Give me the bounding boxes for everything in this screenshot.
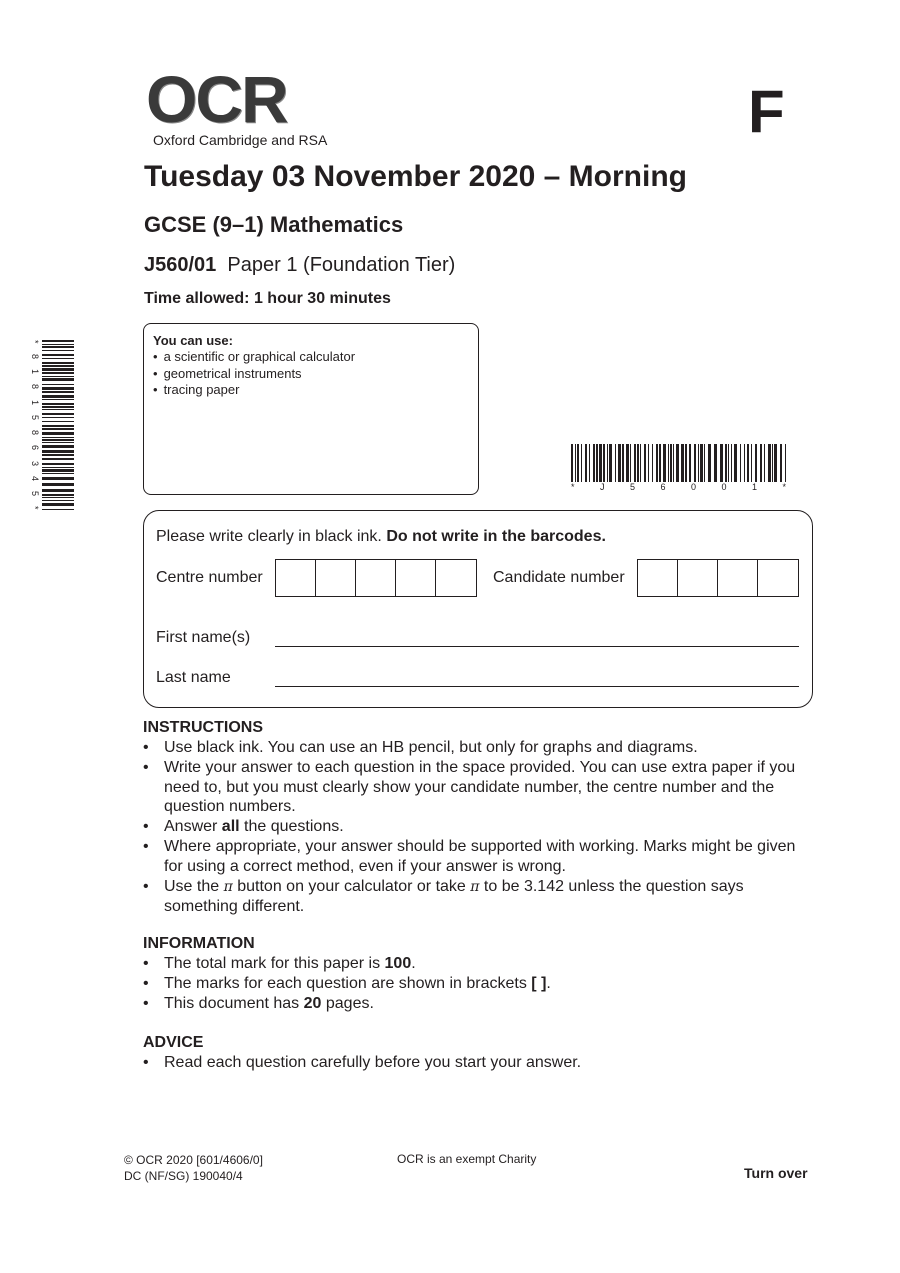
instruction-item: • Where appropriate, your answer should be supported with working. Marks might be given for using a correct method, even if your answer is wrong. [143, 837, 814, 877]
equipment-list [153, 349, 469, 399]
last-name-label: Last name [156, 669, 231, 686]
barcode-bar [615, 444, 616, 482]
instruction-item: • Use black ink. You can use an HB pencil, but only for graphs and diagrams. [143, 738, 823, 758]
barcode-bar [764, 444, 765, 482]
barcode-char: 6 [30, 445, 40, 451]
information-text: The total mark for this paper is [164, 955, 385, 972]
information-item [143, 974, 823, 994]
barcode-bar [698, 444, 699, 482]
candidate-number-cell[interactable] [638, 560, 678, 596]
pi-symbol: π [223, 878, 233, 895]
barcode-bar [42, 450, 74, 453]
barcode-bar [42, 497, 74, 498]
barcode-bar [734, 444, 737, 482]
information-text: . [411, 955, 416, 972]
instruction-text: to be 3.142 unless the question says something different. [164, 877, 744, 916]
barcode-bar [42, 346, 74, 348]
barcode-bar [673, 444, 674, 482]
instruction-item [143, 817, 823, 837]
barcode-char: 8 [30, 430, 40, 436]
barcode-bar [785, 444, 786, 482]
barcode-bar [704, 444, 705, 482]
barcode-char: 8 [30, 384, 40, 390]
barcode-char: * [30, 506, 40, 510]
barcode-bar [652, 444, 653, 482]
first-name-label: First name(s) [156, 629, 251, 646]
side-barcode-text [26, 340, 40, 510]
barcode-bar [618, 444, 621, 482]
barcode-char: 5 [30, 414, 40, 420]
barcode-bar [42, 344, 74, 345]
paper-code: J560/01 [144, 254, 217, 276]
barcode-char: 5 [629, 482, 635, 492]
instructions-section [143, 718, 823, 917]
barcode-char: 3 [30, 460, 40, 466]
paper-line [144, 254, 455, 277]
barcode-bar [42, 340, 74, 342]
barcode-char: 8 [30, 353, 40, 359]
advice-heading: ADVICE [143, 1034, 204, 1051]
barcode-char: 0 [721, 482, 727, 492]
barcode-bar [589, 444, 590, 482]
barcode-warning: Do not write in the barcodes. [386, 528, 606, 545]
barcode-bar [640, 444, 641, 482]
barcode-bar [42, 500, 74, 501]
copyright-text: © OCR 2020 [601/4606/0] [124, 1153, 263, 1167]
barcode-bar [42, 406, 74, 408]
barcode-bar [575, 444, 576, 482]
barcode-bar [685, 444, 687, 482]
barcode-bar [42, 469, 74, 472]
barcode-bar [596, 444, 598, 482]
barcode-bar [747, 444, 749, 482]
centre-number-cell[interactable] [316, 560, 356, 596]
barcode-bar [663, 444, 666, 482]
footer-left [124, 1152, 263, 1184]
exam-subject: GCSE (9–1) Mathematics [144, 212, 404, 237]
barcode-bar [42, 362, 74, 364]
candidate-number-boxes[interactable] [637, 559, 799, 597]
instruction-item: • Write your answer to each question in the space provided. You can use extra paper if you need to, but you must clearly show your candidate number, the centre number and the question numbers. [143, 758, 814, 817]
barcode-bar [42, 494, 74, 496]
instruction-text: button on your calculator or take [232, 877, 471, 895]
barcode-bar [42, 409, 74, 410]
centre-number-boxes[interactable] [275, 559, 477, 597]
equipment-item: • geometrical instruments [153, 366, 469, 383]
barcode-bar [607, 444, 608, 482]
barcode-bar [571, 444, 573, 482]
barcode-bar [42, 378, 74, 381]
barcode-bar [768, 444, 771, 482]
barcode-char: * [30, 340, 40, 344]
barcode-char: 0 [690, 482, 696, 492]
barcode-bar [42, 425, 74, 427]
barcode-bar [42, 428, 74, 430]
brackets-symbol: [ ] [531, 974, 547, 992]
barcode-bar [42, 439, 74, 441]
barcode-char: 1 [30, 369, 40, 375]
equipment-item: • a scientific or graphical calculator [153, 349, 469, 366]
side-barcode [42, 340, 74, 510]
instruction-emphasis: all [221, 818, 240, 836]
barcode-bar [780, 444, 782, 482]
barcode-bar [42, 483, 74, 486]
candidate-number-cell[interactable] [678, 560, 718, 596]
barcode-bar [708, 444, 711, 482]
information-text: The marks for each question are shown in brackets [164, 974, 532, 992]
barcode-bar [644, 444, 646, 482]
barcode-bar [581, 444, 582, 482]
barcode-char: 5 [30, 491, 40, 497]
total-marks: 100 [384, 955, 412, 972]
barcode-bar [42, 384, 74, 385]
barcode-bar [42, 473, 74, 474]
barcode-bar [700, 444, 703, 482]
barcode-bar [42, 413, 74, 415]
last-name-line[interactable] [275, 686, 799, 687]
barcode-bar [42, 432, 74, 435]
barcode-bar [42, 391, 74, 393]
turn-over: Turn over [744, 1165, 808, 1181]
barcode-bar [42, 350, 74, 351]
barcode-char: 6 [660, 482, 666, 492]
centre-number-cell[interactable] [276, 560, 316, 596]
charity-note: OCR is an exempt Charity [397, 1152, 537, 1166]
barcode-bar [694, 444, 696, 482]
equipment-item: • tracing paper [153, 382, 469, 399]
barcode-bar [637, 444, 639, 482]
barcode-char: 1 [751, 482, 757, 492]
barcode-bar [668, 444, 669, 482]
barcode-bar [42, 503, 74, 506]
instruction-text: the questions. [239, 818, 344, 836]
information-item [143, 994, 823, 1014]
page-count: 20 [303, 994, 322, 1012]
ink-note-text: Please write clearly in black ink. [156, 528, 382, 545]
candidate-number-cell[interactable] [718, 560, 758, 596]
instruction-text: Use the [164, 877, 224, 895]
barcode-bar [42, 372, 74, 374]
paper-barcode-text [571, 482, 786, 492]
barcode-bar [630, 444, 631, 482]
barcode-char: * [571, 482, 575, 492]
exam-date-line: Tuesday 03 November 2020 – Morning [144, 160, 687, 193]
barcode-bar [42, 417, 74, 418]
barcode-char: J [600, 482, 605, 492]
barcode-char: 1 [30, 399, 40, 405]
barcode-bar [42, 399, 74, 400]
instructions-heading: INSTRUCTIONS [143, 719, 263, 736]
document-code: DC (NF/SG) 190040/4 [124, 1169, 243, 1183]
barcode-bar [626, 444, 629, 482]
barcode-bar [42, 467, 74, 468]
first-name-line[interactable] [275, 646, 799, 647]
barcode-bar [599, 444, 602, 482]
barcode-bar [42, 368, 74, 371]
barcode-bar [593, 444, 595, 482]
barcode-bar [42, 395, 74, 398]
information-text: This document has [164, 994, 304, 1012]
barcode-bar [755, 444, 757, 482]
advice-item: • Read each question carefully before you start your answer. [143, 1053, 823, 1073]
paper-barcode [571, 444, 786, 482]
pi-symbol: π [470, 878, 480, 895]
barcode-bar [760, 444, 762, 482]
barcode-bar [603, 444, 605, 482]
ink-note [156, 528, 606, 546]
barcode-bar [751, 444, 752, 482]
centre-number-cell[interactable] [396, 560, 436, 596]
barcode-bar [42, 509, 74, 510]
barcode-bar [659, 444, 661, 482]
barcode-bar [42, 454, 74, 456]
barcode-bar [42, 437, 74, 438]
barcode-bar [42, 421, 74, 422]
barcode-bar [42, 445, 74, 448]
ocr-logo: OCR [146, 62, 287, 136]
barcode-bar [676, 444, 679, 482]
barcode-bar [725, 444, 727, 482]
barcode-bar [681, 444, 684, 482]
advice-section [143, 1033, 823, 1073]
barcode-bar [731, 444, 732, 482]
paper-name: Paper 1 (Foundation Tier) [227, 254, 456, 276]
barcode-bar [42, 376, 74, 377]
barcode-bar [42, 387, 74, 390]
time-allowed: Time allowed: 1 hour 30 minutes [144, 290, 391, 307]
barcode-bar [42, 463, 74, 465]
information-item [143, 954, 823, 974]
barcode-bar [689, 444, 691, 482]
barcode-bar [609, 444, 612, 482]
barcode-bar [42, 358, 74, 359]
equipment-box [143, 323, 479, 495]
barcode-char: * [782, 482, 786, 492]
barcode-bar [728, 444, 729, 482]
barcode-bar [585, 444, 587, 482]
barcode-bar [622, 444, 624, 482]
centre-number-label: Centre number [156, 569, 263, 586]
candidate-number-label: Candidate number [493, 569, 625, 586]
equipment-heading: You can use: [153, 333, 233, 348]
barcode-bar [656, 444, 658, 482]
barcode-bar [648, 444, 649, 482]
barcode-bar [774, 444, 777, 482]
barcode-bar [42, 442, 74, 443]
instruction-item [143, 877, 814, 918]
information-heading: INFORMATION [143, 935, 255, 952]
barcode-bar [740, 444, 741, 482]
barcode-bar [42, 477, 74, 480]
barcode-bar [670, 444, 672, 482]
instruction-text: Answer [164, 818, 222, 836]
barcode-bar [720, 444, 723, 482]
information-text: . [546, 974, 551, 992]
barcode-bar [634, 444, 636, 482]
centre-number-cell[interactable] [356, 560, 396, 596]
barcode-bar [42, 403, 74, 405]
centre-number-cell[interactable] [436, 560, 476, 596]
barcode-char: 4 [30, 475, 40, 481]
tier-letter: F [748, 78, 785, 145]
barcode-bar [744, 444, 745, 482]
barcode-bar [577, 444, 579, 482]
barcode-bar [714, 444, 717, 482]
information-text: pages. [321, 994, 374, 1012]
barcode-bar [42, 489, 74, 492]
barcode-bar [42, 365, 74, 367]
candidate-number-cell[interactable] [758, 560, 798, 596]
barcode-bar [42, 354, 74, 356]
barcode-bar [42, 458, 74, 460]
logo-subtitle: Oxford Cambridge and RSA [153, 132, 328, 148]
information-section [143, 934, 823, 1013]
barcode-bar [772, 444, 773, 482]
